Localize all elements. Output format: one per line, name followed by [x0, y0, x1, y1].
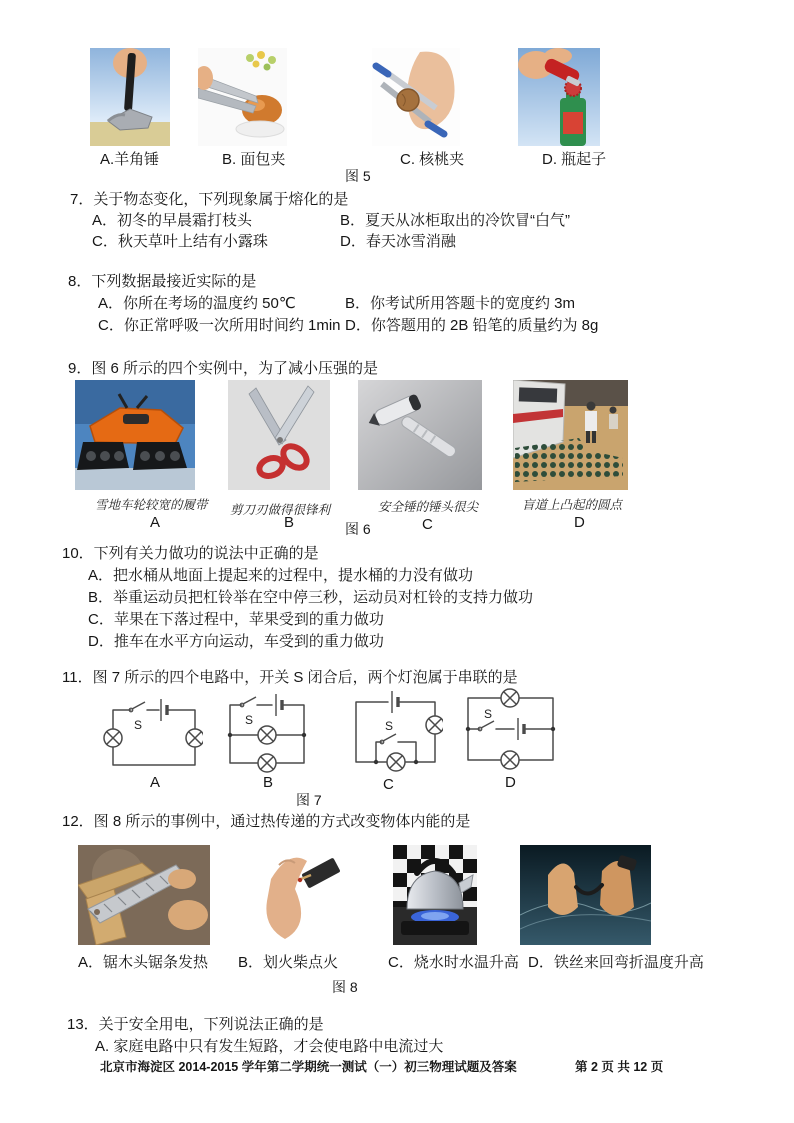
q7-option-a: A．初冬的早晨霜打枝头: [92, 212, 253, 229]
circuit-diagram-d: [458, 686, 563, 770]
q7-option-d: D．春天冰雪消融: [340, 233, 456, 250]
photo-bread-tongs: [198, 48, 287, 146]
q8-option-b: B．你考试所用答题卡的宽度约 3m: [345, 295, 576, 312]
q8-option-c: C．你正常呼吸一次所用时间约 1min: [98, 317, 341, 334]
q8-option-d: D．你答题用的 2B 铅笔的质量约为 8g: [345, 317, 599, 334]
q12-label-d: D．铁丝来回弯折温度升高: [528, 954, 704, 971]
figure6-caption-d: 盲道上凸起的圆点: [522, 497, 623, 512]
figure8-caption: 图 8: [332, 979, 358, 995]
q10-option-a: A．把水桶从地面上提起来的过程中，提水桶的力没有做功: [88, 567, 474, 584]
q8-stem: 8．下列数据最接近实际的是: [68, 273, 257, 290]
figure5-label-c: C. 核桃夹: [400, 151, 465, 168]
q12-label-b: B．划火柴点火: [238, 954, 339, 971]
figure7-letter-d: D: [505, 774, 516, 791]
figure6-letter-a: A: [150, 514, 161, 531]
footer-left: 北京市海淀区 2014-2015 学年第二学期统一测试（一）初三物理试题及答案: [100, 1060, 517, 1074]
figure6-letter-b: B: [284, 514, 295, 531]
footer-right: 第 2 页 共 12 页: [575, 1060, 664, 1074]
photo-claw-hammer: [90, 48, 170, 146]
switch-label: S: [245, 713, 254, 727]
q12-label-c: C．烧水时水温升高: [388, 954, 519, 971]
q9-stem: 9．图 6 所示的四个实例中，为了减小压强的是: [68, 360, 379, 377]
figure5-label-b: B. 面包夹: [222, 151, 286, 168]
photo-bending-wire: [520, 845, 651, 945]
q12-label-a: A．锯木头锯条发热: [78, 954, 209, 971]
q8-option-a: A．你所在考场的温度约 50℃: [98, 295, 296, 312]
q7-option-b: B．夏天从冰柜取出的冷饮冒“白气”: [340, 212, 570, 229]
q12-stem: 12．图 8 所示的事例中，通过热传递的方式改变物体内能的是: [62, 813, 471, 830]
q13-stem: 13．关于安全用电，下列说法正确的是: [67, 1016, 324, 1033]
q10-option-b: B．举重运动员把杠铃举在空中停三秒，运动员对杠铃的支持力做功: [88, 589, 534, 606]
q7-stem: 7．关于物态变化，下列现象属于熔化的是: [70, 191, 349, 208]
q10-option-c: C．苹果在下落过程中，苹果受到的重力做功: [88, 611, 384, 628]
photo-boiling-kettle: [393, 845, 477, 945]
q13-option-a: A. 家庭电路中只有发生短路，才会使电路中电流过大: [95, 1038, 444, 1055]
photo-walnut-cracker: [372, 48, 460, 146]
photo-striking-match: [237, 845, 361, 945]
figure6-caption-b: 剪刀刃做得很锋利: [230, 502, 331, 517]
q10-stem: 10．下列有关力做功的说法中正确的是: [62, 545, 319, 562]
figure7-letter-c: C: [383, 776, 394, 793]
figure6-letter-c: C: [422, 516, 433, 533]
figure7-caption: 图 7: [296, 792, 322, 808]
figure7-letter-b: B: [263, 774, 274, 791]
switch-label: S: [385, 719, 394, 733]
circuit-diagram-c: [348, 690, 443, 772]
q7-option-c: C．秋天草叶上结有小露珠: [92, 233, 268, 250]
figure5-label-a: A.羊角锤: [100, 151, 160, 168]
photo-sawing-wood: [78, 845, 210, 945]
q11-stem: 11．图 7 所示的四个电路中，开关 S 闭合后，两个灯泡属于串联的是: [62, 669, 518, 686]
figure6-caption: 图 6: [345, 521, 371, 537]
circuit-diagram-b: [222, 693, 312, 773]
figure6-letter-d: D: [574, 514, 585, 531]
circuit-diagram-a: [103, 697, 203, 775]
photo-scissors: [228, 380, 330, 490]
figure7-letter-a: A: [150, 774, 161, 791]
switch-label: S: [484, 707, 493, 721]
q10-option-d: D．推车在水平方向运动，车受到的重力做功: [88, 633, 384, 650]
switch-label: S: [134, 718, 143, 732]
photo-snowmobile-tracks: [75, 380, 195, 490]
photo-bottle-opener: [518, 48, 600, 146]
photo-tactile-paving: [513, 380, 628, 490]
figure6-caption-a: 雪地车轮较宽的履带: [95, 497, 208, 512]
figure6-caption-c: 安全锤的锤头很尖: [378, 499, 479, 514]
figure5-label-d: D. 瓶起子: [542, 151, 607, 168]
figure5-caption: 图 5: [345, 168, 371, 184]
photo-safety-hammer: [358, 380, 482, 490]
